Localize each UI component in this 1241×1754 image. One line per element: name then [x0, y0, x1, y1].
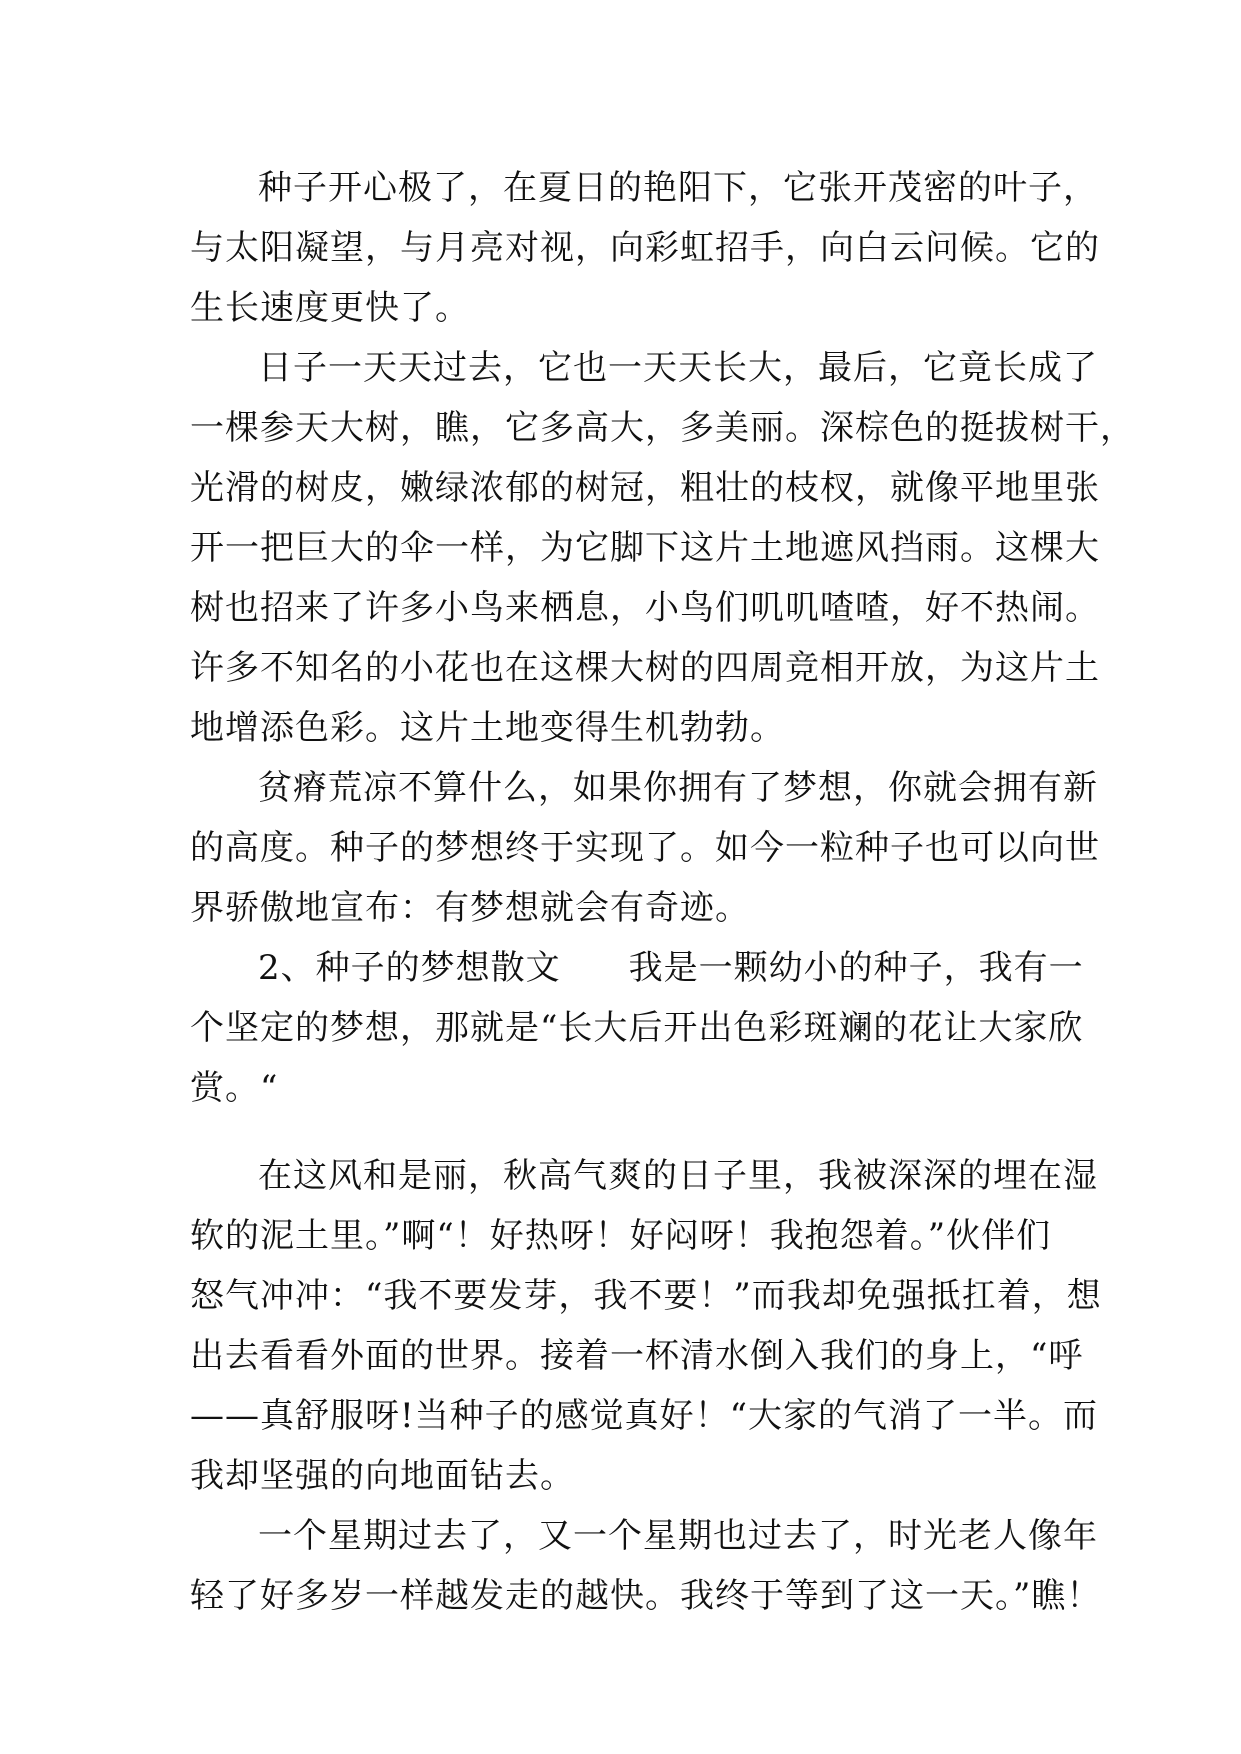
- text-line: 轻了好多岁一样越发走的越快。我终于等到了这一天。”瞧！: [190, 1576, 1102, 1616]
- text-line: 在这风和是丽，秋高气爽的日子里，我被深深的埋在湿: [258, 1156, 1098, 1196]
- text-line: 个坚定的梦想，那就是“长大后开出色彩斑斓的花让大家欣: [190, 1008, 1084, 1048]
- essay-body: [190, 158, 1135, 1626]
- text-line: 一棵参天大树，瞧，它多高大，多美丽。深棕色的挺拔树干，: [190, 408, 1135, 448]
- text-line: 一个星期过去了，又一个星期也过去了，时光老人像年: [258, 1516, 1098, 1556]
- text-line: ——真舒服呀!当种子的感觉真好！“大家的气消了一半。而: [190, 1396, 1099, 1436]
- paragraph: [190, 1506, 1102, 1626]
- paragraph: [190, 338, 1135, 758]
- text-line: 出去看看外面的世界。接着一杯清水倒入我们的身上，“呼: [190, 1336, 1084, 1376]
- text-line: 树也招来了许多小鸟来栖息，小鸟们叽叽喳喳，好不热闹。: [190, 588, 1100, 628]
- text-line: 的高度。种子的梦想终于实现了。如今一粒种子也可以向世: [190, 828, 1100, 868]
- section-paragraph: [190, 938, 1084, 1118]
- section-heading: 2、种子的梦想散文: [258, 948, 561, 988]
- text-line: 光滑的树皮，嫩绿浓郁的树冠，粗壮的枝杈，就像平地里张: [190, 468, 1100, 508]
- paragraph: [190, 158, 1100, 338]
- text-line: 生长速度更快了。: [190, 288, 470, 328]
- paragraph: [190, 758, 1100, 938]
- text-line: 怒气冲冲：“我不要发芽，我不要！”而我却免强抵扛着，想: [190, 1276, 1102, 1316]
- paragraph: [190, 1146, 1102, 1506]
- text-line: 日子一天天过去，它也一天天长大，最后，它竟长成了: [258, 348, 1098, 388]
- text-line: 种子开心极了，在夏日的艳阳下，它张开茂密的叶子，: [258, 168, 1098, 208]
- text-line: 赏。“: [190, 1068, 279, 1108]
- text-line: 与太阳凝望，与月亮对视，向彩虹招手，向白云问候。它的: [190, 228, 1100, 268]
- text-line: 开一把巨大的伞一样，为它脚下这片土地遮风挡雨。这棵大: [190, 528, 1100, 568]
- text-line: 地增添色彩。这片土地变得生机勃勃。: [190, 708, 785, 748]
- text-line: 我是一颗幼小的种子，我有一: [628, 948, 1084, 988]
- text-line: 贫瘠荒凉不算什么，如果你拥有了梦想，你就会拥有新: [258, 768, 1098, 808]
- text-line: 许多不知名的小花也在这棵大树的四周竞相开放，为这片土: [190, 648, 1100, 688]
- section-heading-line: [190, 938, 1084, 998]
- text-line: 界骄傲地宣布：有梦想就会有奇迹。: [190, 888, 750, 928]
- text-line: 软的泥土里。”啊“！好热呀！好闷呀！我抱怨着。”伙伴们: [190, 1216, 1052, 1256]
- text-line: 我却坚强的向地面钻去。: [190, 1456, 575, 1496]
